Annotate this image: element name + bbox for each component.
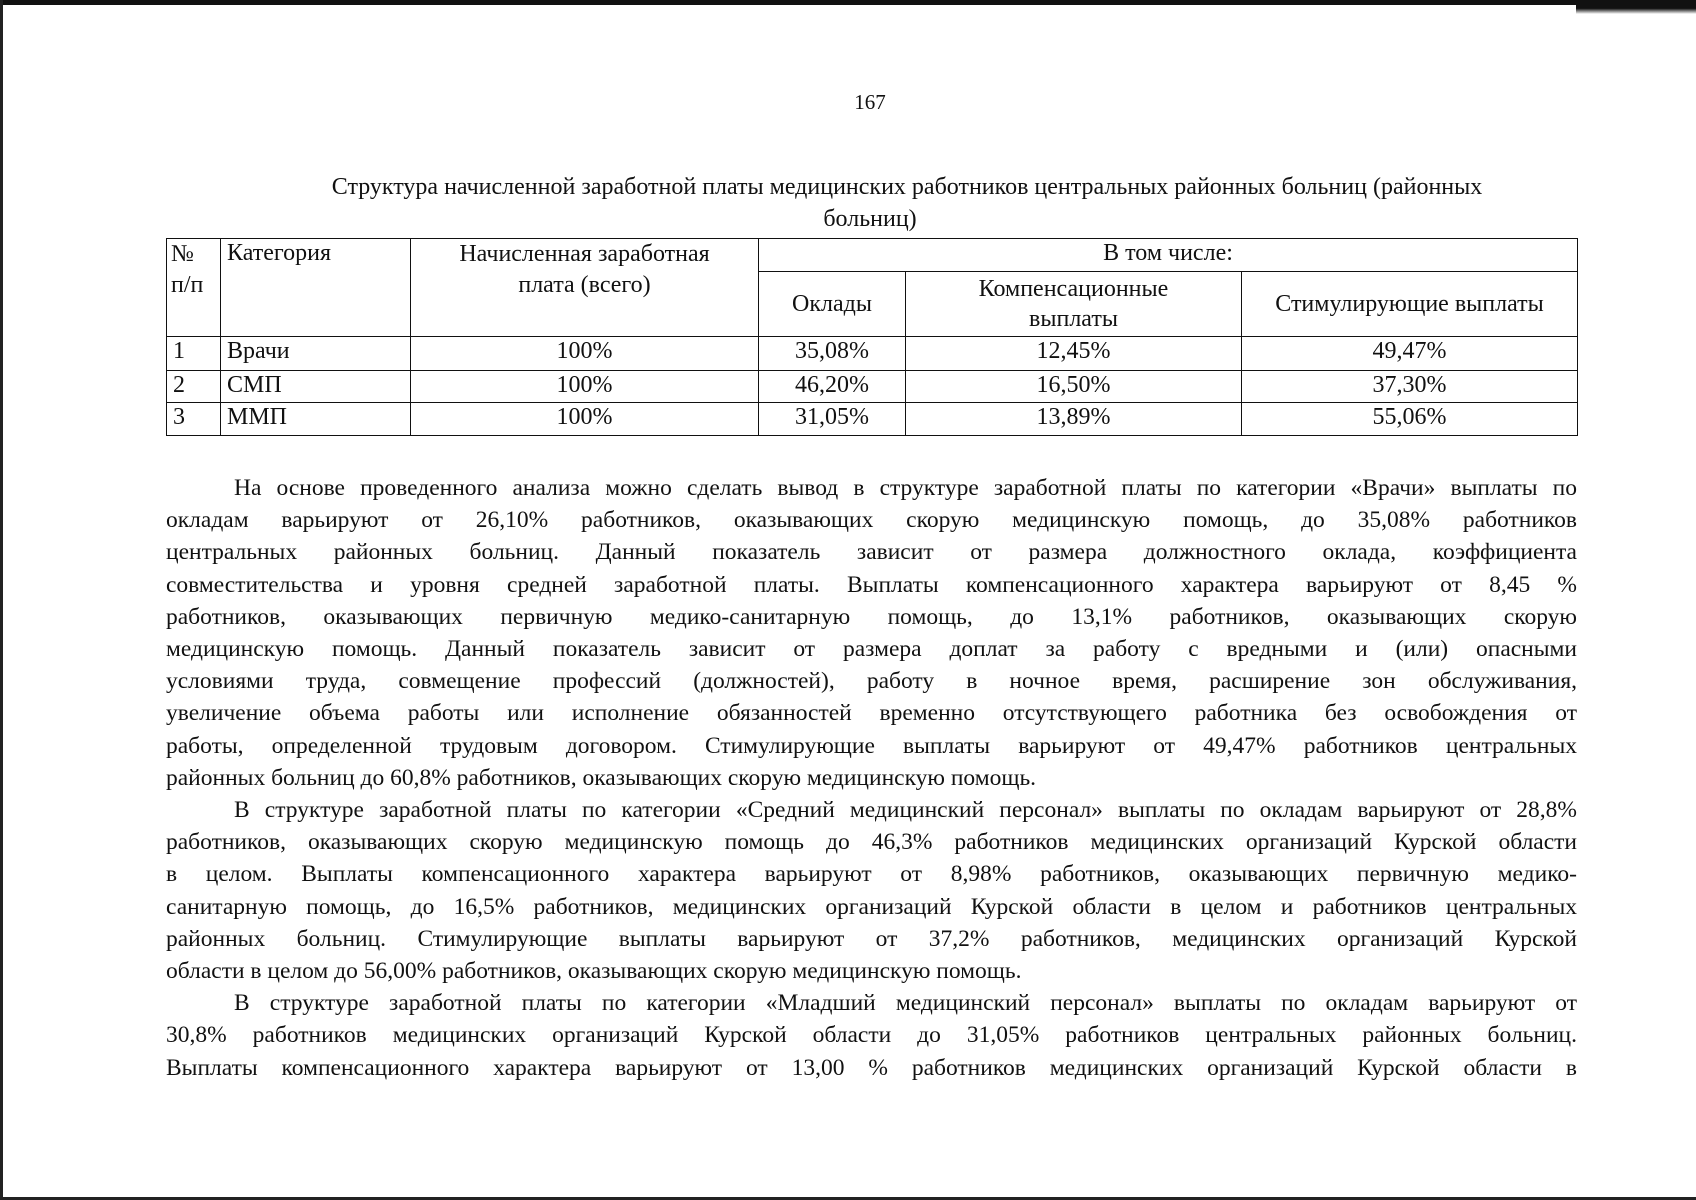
- paragraph-line: Выплаты компенсационного характера варьируют от 13,00 % работников медицинских организаций Курской области в: [166, 1054, 1577, 1081]
- header-category: Категория: [221, 239, 411, 337]
- paragraph-line: районных больниц. Стимулирующие выплаты варьируют от 37,2% работников, медицинских организаций Курской: [166, 925, 1577, 952]
- header-num: № п/п: [167, 239, 221, 337]
- paragraph-line: 30,8% работников медицинских организаций Курской области до 31,05% работников центральных районных больниц.: [166, 1022, 1577, 1049]
- table-title-line-2: больниц): [823, 206, 917, 232]
- header-incentive: Стимулирующие выплаты: [1242, 272, 1578, 337]
- cell-salaries: 46,20%: [759, 371, 906, 403]
- salary-structure-table: [166, 238, 1578, 436]
- scan-edge-corner: [1576, 0, 1696, 14]
- cell-total: 100%: [411, 403, 759, 436]
- header-salaries: Оклады: [759, 272, 906, 337]
- paragraph-line: области в целом до 56,00% работников, оказывающих скорую медицинскую помощь.: [166, 958, 1022, 985]
- table-row: [167, 371, 1578, 403]
- header-total: Начисленная заработная плата (всего): [411, 239, 759, 337]
- cell-incentive: 37,30%: [1242, 371, 1578, 403]
- paragraph-line: районных больниц до 60,8% работников, оказывающих скорую медицинскую помощь.: [166, 764, 1037, 791]
- cell-category: ММП: [221, 403, 411, 436]
- scan-edge-left: [0, 0, 3, 1200]
- paragraph: [166, 472, 1577, 794]
- cell-compensation: 12,45%: [906, 337, 1242, 371]
- cell-compensation: 13,89%: [906, 403, 1242, 436]
- cell-salaries: 31,05%: [759, 403, 906, 436]
- table-row: [167, 337, 1578, 371]
- cell-incentive: 49,47%: [1242, 337, 1578, 371]
- paragraph-line: условиями труда, совмещение профессий (должностей), работу в ночное время, расширение зон обслуживания,: [166, 668, 1577, 695]
- cell-salaries: 35,08%: [759, 337, 906, 371]
- paragraph-line: санитарную помощь, до 16,5% работников, медицинских организаций Курской области в целом и работников центральных: [166, 893, 1577, 920]
- cell-compensation: 16,50%: [906, 371, 1242, 403]
- cell-num: 2: [167, 371, 221, 403]
- header-compensation: Компенсационные выплаты: [906, 272, 1242, 337]
- paragraph-line: центральных районных больниц. Данный показатель зависит от размера должностного оклада, коэффициента: [166, 539, 1577, 566]
- cell-incentive: 55,06%: [1242, 403, 1578, 436]
- paragraph: [166, 987, 1577, 1084]
- paragraph-line: работников, оказывающих скорую медицинскую помощь до 46,3% работников медицинских организаций Курской области: [166, 829, 1577, 856]
- paragraph-line: увеличение объема работы или исполнение обязанностей временно отсутствующего работника без освобождения от: [166, 700, 1577, 727]
- paragraph-line: окладам варьируют от 26,10% работников, оказывающих скорую медицинскую помощь, до 35,08% работников: [166, 507, 1577, 534]
- paragraph-line: В структуре заработной платы по категории «Средний медицинский персонал» выплаты по окладам варьируют от 28,8%: [234, 797, 1577, 824]
- header-including: В том числе:: [759, 239, 1578, 272]
- cell-num: 3: [167, 403, 221, 436]
- paragraph-line: работников, оказывающих первичную медико-санитарную помощь, до 13,1% работников, оказывающих скорую: [166, 603, 1577, 630]
- paragraph-line: медицинскую помощь. Данный показатель зависит от размера доплат за работу с вредными и (или) опасными: [166, 636, 1577, 663]
- cell-total: 100%: [411, 337, 759, 371]
- paragraph-line: В структуре заработной платы по категории «Младший медицинский персонал» выплаты по окладам варьируют от: [234, 990, 1577, 1017]
- scan-edge-top: [0, 0, 1696, 5]
- cell-category: Врачи: [221, 337, 411, 371]
- table-title-line-1: Структура начисленной заработной платы медицинских работников центральных районных больниц (районных: [331, 174, 1483, 200]
- paragraph-line: в целом. Выплаты компенсационного характера варьируют от 8,98% работников, оказывающих первичную медико-: [166, 861, 1577, 888]
- cell-num: 1: [167, 337, 221, 371]
- cell-total: 100%: [411, 371, 759, 403]
- body-text: [166, 472, 1577, 1084]
- paragraph-line: совместительства и уровня средней заработной платы. Выплаты компенсационного характера варьируют от 8,45 %: [166, 571, 1577, 598]
- paragraph-line: работы, определенной трудовым договором. Стимулирующие выплаты варьируют от 49,47% работников центральных: [166, 732, 1577, 759]
- cell-category: СМП: [221, 371, 411, 403]
- paragraph-line: На основе проведенного анализа можно сделать вывод в структуре заработной платы по категории «Врачи» выплаты по: [234, 475, 1577, 501]
- paragraph: [166, 794, 1577, 987]
- page-number: 167: [854, 90, 886, 114]
- table-row: [167, 403, 1578, 436]
